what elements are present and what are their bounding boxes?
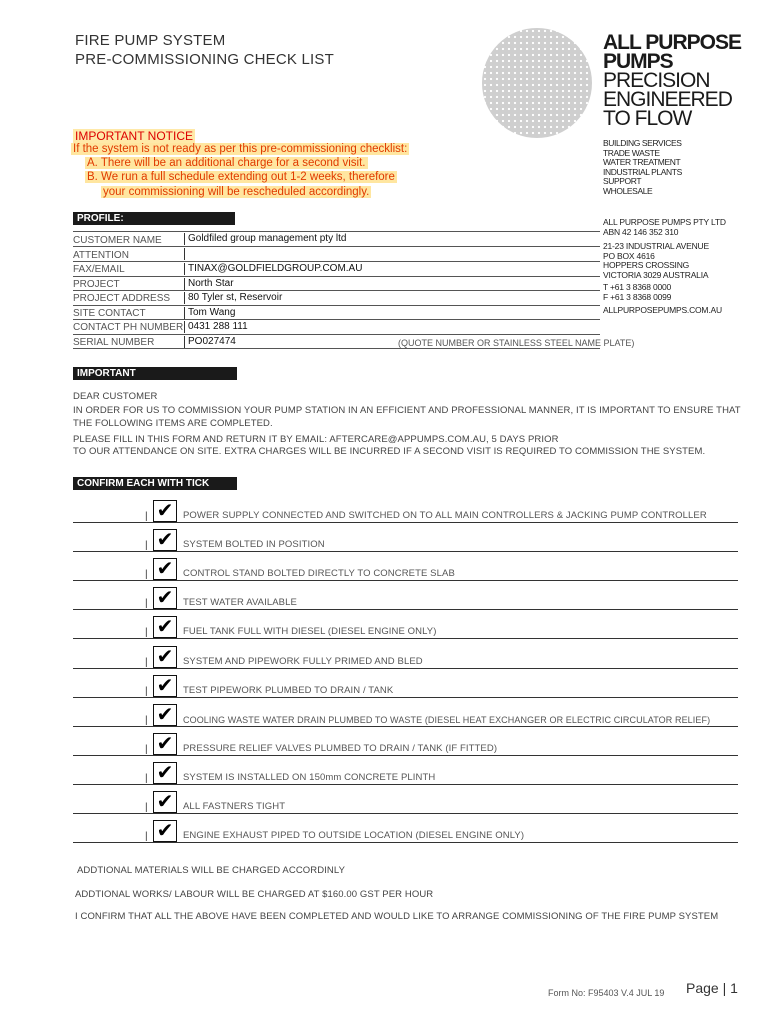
field-rule [73, 334, 600, 335]
checklist-heading: CONFIRM EACH WITH TICK [73, 477, 237, 490]
service-item: INDUSTRIAL PLANTS [603, 166, 682, 177]
checklist-item-text: PRESSURE RELIEF VALVES PLUMBED TO DRAIN / TANK (IF FITTED) [183, 743, 498, 754]
notice-heading: IMPORTANT NOTICE [75, 129, 194, 143]
company-address2: PO BOX 4616 [603, 251, 655, 261]
dear-customer: DEAR CUSTOMER [73, 391, 158, 402]
field-rule [73, 319, 600, 320]
company-address3: HOPPERS CROSSING [603, 260, 690, 270]
checklist-item-text: TEST WATER AVAILABLE [183, 597, 297, 608]
brand-line2: PUMPS [603, 50, 673, 73]
tick-checkbox[interactable]: ✔ [153, 704, 177, 726]
logo-dotted-circle [482, 28, 592, 138]
service-item: SUPPORT [603, 176, 642, 187]
brand-line3: PRECISION [603, 69, 710, 92]
tick-checkbox[interactable]: ✔ [153, 500, 177, 522]
checklist-row [73, 581, 738, 610]
notice-line2: A. There will be an additional charge for a second visit. [87, 157, 366, 169]
notice-line1: If the system is not ready as per this pre-commissioning checklist: [73, 143, 408, 155]
checklist-row [73, 698, 738, 727]
closing-line1: ADDTIONAL MATERIALS WILL BE CHARGED ACCORDINLY [77, 865, 346, 876]
checklist-row [73, 785, 738, 814]
checklist-item-text: ALL FASTNERS TIGHT [183, 801, 286, 812]
serial-note: (QUOTE NUMBER OR STAINLESS STEEL NAME PLATE) [398, 338, 635, 348]
checklist-row [73, 669, 738, 698]
notice-line3: B. We run a full schedule extending out 1-2 weeks, therefore [87, 171, 395, 183]
site-contact-label: SITE CONTACT [73, 308, 146, 319]
brand-name [603, 33, 741, 128]
closing-line2: ADDTIONAL WORKS/ LABOUR WILL BE CHARGED AT $160.00 GST PER HOUR [75, 889, 434, 900]
serial-number-label: SERIAL NUMBER [73, 337, 155, 348]
field-rule [73, 290, 600, 291]
row-separator: | [145, 831, 148, 842]
row-separator: | [145, 598, 148, 609]
notice-line4: your commissioning will be rescheduled accordingly. [103, 186, 370, 198]
page-number: Page | 1 [686, 980, 738, 996]
tick-checkbox[interactable]: ✔ [153, 820, 177, 842]
row-separator: | [145, 802, 148, 813]
field-rule [73, 276, 600, 277]
company-fax: F +61 3 8368 0099 [603, 292, 672, 302]
field-rule [73, 261, 600, 262]
field-rule [73, 246, 600, 247]
tick-checkbox[interactable]: ✔ [153, 646, 177, 668]
row-separator: | [145, 569, 148, 580]
field-rule [73, 305, 600, 306]
checklist-item-text: CONTROL STAND BOLTED DIRECTLY TO CONCRETE SLAB [183, 568, 455, 579]
fax-email-value[interactable]: TINAX@GOLDFIELDGROUP.COM.AU [184, 263, 362, 275]
field-rule [73, 231, 600, 232]
row-separator: | [145, 744, 148, 755]
project-address-value[interactable]: 80 Tyler st, Reservoir [184, 292, 282, 304]
checklist-row [73, 814, 738, 843]
tick-checkbox[interactable]: ✔ [153, 791, 177, 813]
service-item: BUILDING SERVICES [603, 138, 682, 148]
row-separator: | [145, 511, 148, 522]
checklist-row [73, 640, 738, 669]
tick-checkbox[interactable]: ✔ [153, 587, 177, 609]
row-separator: | [145, 773, 148, 784]
tick-checkbox[interactable]: ✔ [153, 675, 177, 697]
company-name: ALL PURPOSE PUMPS PTY LTD [603, 217, 726, 227]
checklist-row [73, 494, 738, 523]
page-title-line1: FIRE PUMP SYSTEM [75, 32, 226, 49]
service-item: WHOLESALE [603, 185, 653, 196]
site-contact-value[interactable]: Tom Wang [184, 307, 235, 319]
brand-line1: ALL PURPOSE [603, 31, 741, 54]
contact-ph-label: CONTACT PH NUMBER [73, 322, 184, 333]
checklist-row [73, 727, 738, 756]
company-abn: ABN 42 146 352 310 [603, 227, 679, 237]
checklist-item-text: ENGINE EXHAUST PIPED TO OUTSIDE LOCATION (DIESEL ENGINE ONLY) [183, 830, 525, 841]
tick-checkbox[interactable]: ✔ [153, 558, 177, 580]
company-address1: 21-23 INDUSTRIAL AVENUE [603, 241, 709, 251]
tick-checkbox[interactable]: ✔ [153, 762, 177, 784]
checklist-item-text: SYSTEM IS INSTALLED ON 150mm CONCRETE PLINTH [183, 772, 436, 783]
page-title-line2: PRE-COMMISSIONING CHECK LIST [75, 51, 334, 68]
checklist-item-text: SYSTEM AND PIPEWORK FULLY PRIMED AND BLED [183, 656, 423, 667]
row-rule [73, 842, 738, 843]
checklist-item-text: TEST PIPEWORK PLUMBED TO DRAIN / TANK [183, 685, 394, 696]
service-item: WATER TREATMENT [603, 157, 681, 168]
row-separator: | [145, 627, 148, 638]
brand-line5: TO FLOW [603, 107, 692, 130]
form-number: Form No: F95403 V.4 JUL 19 [548, 988, 665, 998]
project-value[interactable]: North Star [184, 278, 234, 290]
important-para3: PLEASE FILL IN THIS FORM AND RETURN IT BY EMAIL: AFTERCARE@APPUMPS.COM.AU, 5 DAYS PRIOR [73, 434, 559, 445]
checklist-row [73, 552, 738, 581]
row-rule [73, 638, 738, 639]
tick-checkbox[interactable]: ✔ [153, 733, 177, 755]
company-phone: T +61 3 8368 0000 [603, 282, 672, 292]
checklist-row [73, 523, 738, 552]
company-website: ALLPURPOSEPUMPS.COM.AU [603, 305, 722, 315]
checklist-item-text: FUEL TANK FULL WITH DIESEL (DIESEL ENGINE ONLY) [183, 626, 437, 637]
service-item: TRADE WASTE [603, 147, 660, 158]
tick-checkbox[interactable]: ✔ [153, 529, 177, 551]
checklist-row [73, 756, 738, 785]
checklist-row [73, 610, 738, 639]
checklist-item-text: COOLING WASTE WATER DRAIN PLUMBED TO WASTE (DIESEL HEAT EXCHANGER OR ELECTRIC CIRCULATOR RELIEF) [183, 715, 711, 725]
row-separator: | [145, 715, 148, 726]
services-list [603, 139, 682, 197]
field-rule [73, 348, 600, 349]
important-para1: IN ORDER FOR US TO COMMISSION YOUR PUMP STATION IN AN EFFICIENT AND PROFESSIONAL MANNER, IT IS IMPORTANT TO ENSURE THAT [73, 405, 741, 416]
row-separator: | [145, 657, 148, 668]
project-address-label: PROJECT ADDRESS [73, 293, 171, 304]
tick-checkbox[interactable]: ✔ [153, 616, 177, 638]
fax-email-label: FAX/EMAIL [73, 264, 125, 275]
checklist-item-text: POWER SUPPLY CONNECTED AND SWITCHED ON TO ALL MAIN CONTROLLERS & JACKING PUMP CONTROLLER [183, 510, 707, 521]
profile-heading: PROFILE: [73, 212, 235, 225]
serial-number-value[interactable]: PO027474 [184, 336, 236, 348]
row-separator: | [145, 540, 148, 551]
customer-name-value[interactable]: Goldfiled group management pty ltd [184, 233, 346, 245]
important-heading: IMPORTANT [73, 367, 237, 380]
attention-value[interactable] [184, 248, 188, 260]
checklist-item-text: SYSTEM BOLTED IN POSITION [183, 539, 325, 550]
attention-label: ATTENTION [73, 250, 129, 261]
important-para2: THE FOLLOWING ITEMS ARE COMPLETED. [73, 418, 273, 429]
important-para4: TO OUR ATTENDANCE ON SITE. EXTRA CHARGES WILL BE INCURRED IF A SECOND VISIT IS REQUIRED TO COMMISSION THE SYSTEM. [73, 446, 706, 457]
company-address4: VICTORIA 3029 AUSTRALIA [603, 270, 709, 280]
closing-line3: I CONFIRM THAT ALL THE ABOVE HAVE BEEN COMPLETED AND WOULD LIKE TO ARRANGE COMMISSIONING OF THE FIRE PUMP SYSTEM [75, 911, 719, 922]
row-separator: | [145, 686, 148, 697]
project-label: PROJECT [73, 279, 120, 290]
customer-name-label: CUSTOMER NAME [73, 235, 162, 246]
brand-line4: ENGINEERED [603, 88, 732, 111]
contact-ph-value[interactable]: 0431 288 111 [184, 321, 248, 333]
